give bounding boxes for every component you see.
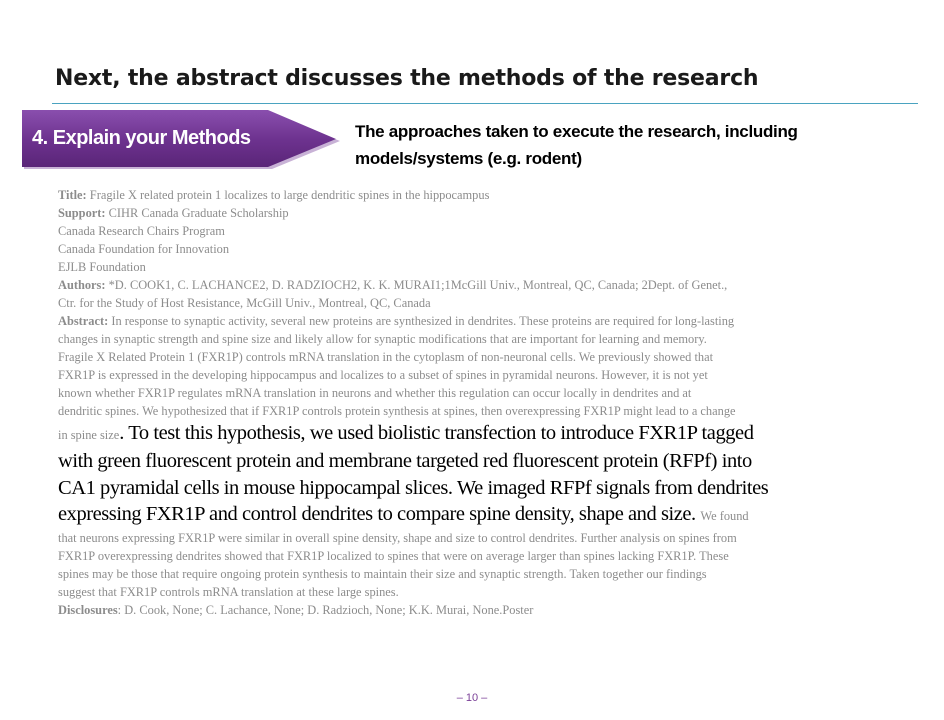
support-label: Support: bbox=[58, 206, 106, 220]
highlighted-methods bbox=[58, 420, 884, 529]
title-label: Title: bbox=[58, 188, 87, 202]
lead-in-text: in spine size bbox=[58, 428, 120, 442]
methods-step-arrow bbox=[22, 110, 342, 170]
disclosures-line bbox=[58, 601, 884, 619]
slide-title: Next, the abstract discusses the methods of the research bbox=[55, 66, 759, 91]
methods-sentence: expressing FXR1P and control dendrites to compare spine density, shape and size. bbox=[58, 502, 696, 525]
methods-sentence: CA1 pyramidal cells in mouse hippocampal slices. We imaged RFPf signals from dendrites bbox=[58, 476, 769, 499]
results-sentence: suggest that FXR1P controls mRNA translation at these large spines. bbox=[58, 585, 399, 600]
support-item: Canada Foundation for Innovation bbox=[58, 242, 230, 256]
results-sentence: spines may be those that require ongoing protein synthesis to maintain their size and synaptic strength. Taken together our findings bbox=[58, 567, 707, 582]
abstract-sentence: known whether FXR1P regulates mRNA translation in neurons and whether this regulation can occur locally in dendrites and at bbox=[58, 386, 692, 400]
methods-sentence: To test this hypothesis, we used biolistic transfection to introduce FXR1P tagged bbox=[128, 422, 754, 444]
methods-line bbox=[58, 501, 884, 529]
authors-line bbox=[58, 276, 884, 294]
abstract-sentence: dendritic spines. We hypothesized that if FXR1P controls protein synthesis at spines, then overexpressing FXR1P might lead to a change bbox=[58, 404, 736, 418]
results-sentence: FXR1P overexpressing dendrites showed that FXR1P localized to spines that were on average larger than spines lacking FXR1P. These bbox=[58, 549, 729, 564]
methods-sentence: with green fluorescent protein and membrane targeted red fluorescent protein (RFPf) into bbox=[58, 450, 752, 473]
methods-description: The approaches taken to execute the research, including models/systems (e.g. rodent) bbox=[355, 122, 798, 168]
disclosures-value: : D. Cook, None; C. Lachance, None; D. Radzioch, None; K.K. Murai, None.Poster bbox=[117, 603, 534, 618]
support-item: CIHR Canada Graduate Scholarship bbox=[108, 206, 289, 220]
abstract-sentence: changes in synaptic strength and spine size and likely allow for synaptic modifications that are important for learning and memory. bbox=[58, 332, 707, 346]
methods-step-label: 4. Explain your Methods bbox=[32, 127, 251, 149]
results-start: We found bbox=[700, 508, 749, 523]
methods-line: in spine size. To test this hypothesis, we used biolistic transfection to introduce FXR1P tagged bbox=[58, 422, 754, 444]
abstract-sentence: FXR1P is expressed in the developing hippocampus and localizes to a subset of spines in pyramidal neurons. However, it is not yet bbox=[58, 368, 708, 382]
support-item: Canada Research Chairs Program bbox=[58, 224, 225, 238]
abstract-sentence: Fragile X Related Protein 1 (FXR1P) controls mRNA translation in the cytoplasm of non-neuronal cells. We previously showed that bbox=[58, 350, 714, 364]
authors-text: Ctr. for the Study of Host Resistance, McGill Univ., Montreal, QC, Canada bbox=[58, 296, 431, 310]
abstract-sentence: In response to synaptic activity, several new proteins are synthesized in dendrites. These proteins are required for long-lasting bbox=[111, 314, 735, 328]
title-divider bbox=[52, 103, 918, 104]
abstract-line bbox=[58, 312, 884, 330]
abstract-title-line bbox=[58, 186, 884, 204]
disclosures-label: Disclosures bbox=[58, 603, 118, 618]
authors-label: Authors: bbox=[58, 278, 106, 292]
authors-text: *D. COOK1, C. LACHANCE2, D. RADZIOCH2, K. K. MURAI1;1McGill Univ., Montreal, QC, Canada; 2Dept. of Genet., bbox=[108, 278, 728, 292]
page-number: – 10 – bbox=[456, 692, 488, 704]
abstract-label: Abstract: bbox=[58, 314, 109, 328]
title-value: Fragile X related protein 1 localizes to large dendritic spines in the hippocampus bbox=[89, 188, 490, 202]
support-item: EJLB Foundation bbox=[58, 260, 146, 274]
results-sentence: that neurons expressing FXR1P were similar in overall spine density, shape and size to control dendrites. Further analysis on spines from bbox=[58, 531, 737, 546]
abstract-text bbox=[58, 186, 884, 619]
support-line bbox=[58, 204, 884, 222]
